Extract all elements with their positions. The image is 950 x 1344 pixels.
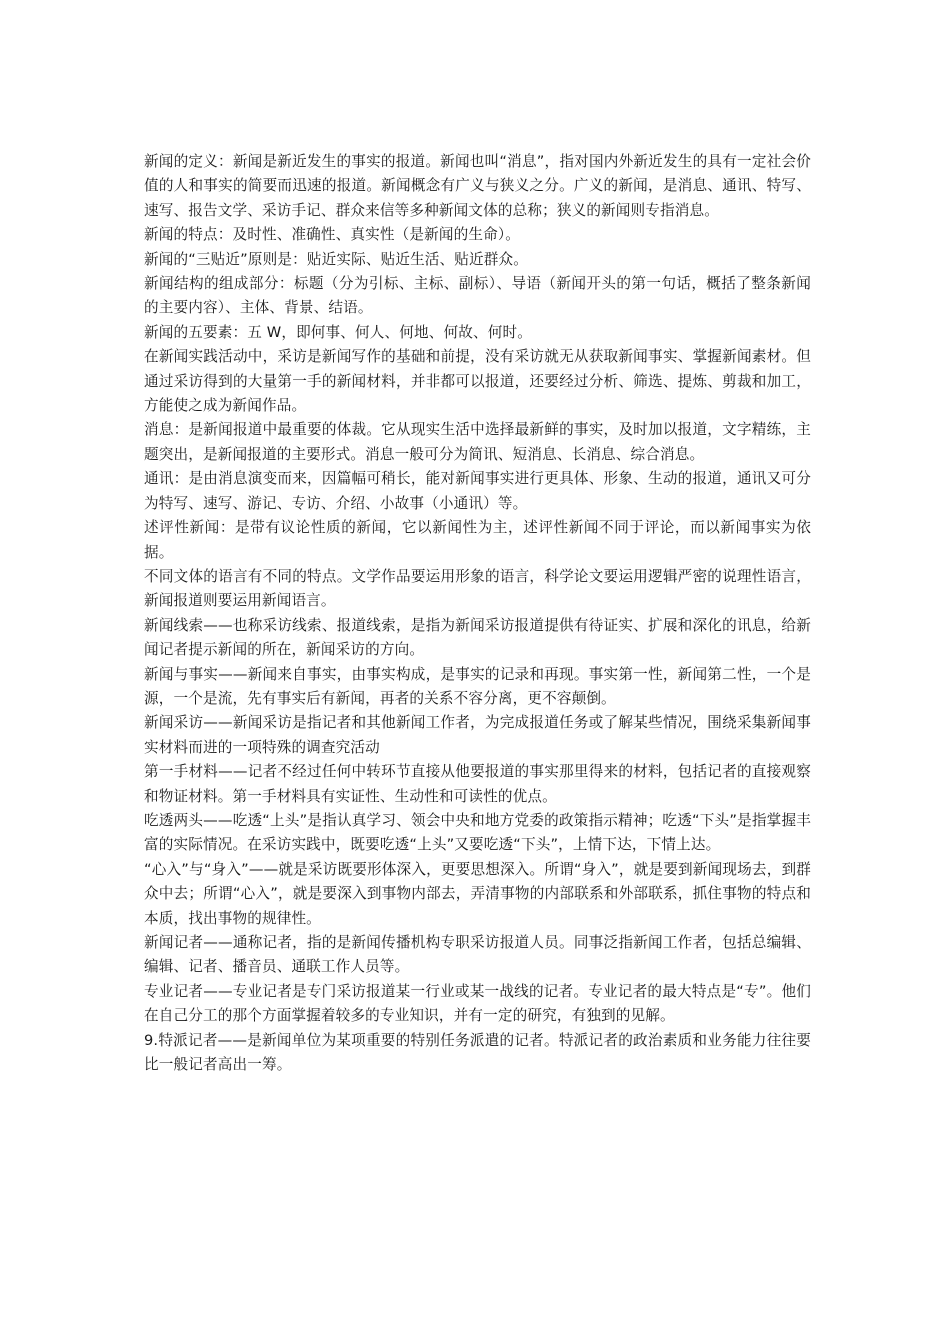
paragraph-news-reporter: 新闻记者——通称记者，指的是新闻传播机构专职采访报道人员。同事泛指新闻工作者，包括总编辑、编辑、记者、播音员、通联工作人员等。 xyxy=(144,934,811,976)
paragraph-language-styles: 不同文体的语言有不同的特点。文学作品要运用形象的语言，科学论文要运用逻辑严密的说理性语言，新闻报道则要运用新闻语言。 xyxy=(144,567,811,610)
paragraph-special-correspondent: 9.特派记者——是新闻单位为某项重要的特别任务派遣的记者。特派记者的政治素质和业务能力往往要比一般记者高出一筹。 xyxy=(144,1031,811,1074)
paragraph-news-report: 通讯：是由消息演变而来，因篇幅可稍长，能对新闻事实进行更具体、形象、生动的报道，通讯又可分为特写、速写、游记、专访、介绍、小故事（小通讯）等。 xyxy=(144,470,811,512)
paragraph-interview-basis: 在新闻实践活动中，采访是新闻写作的基础和前提，没有采访就无从获取新闻事实、掌握新闻素材。但通过采访得到的大量第一手的新闻材料，并非都可以报道，还要经过分析、筛选、提炼、剪裁和加工，方能使之成为新闻作品。 xyxy=(144,348,811,415)
paragraph-news-clues: 新闻线索——也称采访线索、报道线索，是指为新闻采访报道提供有待证实、扩展和深化的讯息，给新闻记者提示新闻的所在，新闻采访的方向。 xyxy=(144,616,811,659)
paragraph-five-w: 新闻的五要素：五 W，即何事、何人、何地、何故、何时。 xyxy=(144,323,532,341)
paragraph-specialized-reporter: 专业记者——专业记者是专门采访报道某一行业或某一战线的记者。专业记者的最大特点是“专”。他们在自己分工的那个方面掌握着较多的专业知识，并有一定的研究，有独到的见解。 xyxy=(144,982,811,1025)
paragraph-heart-and-body: “心入”与“身入”——就是采访既要形体深入，更要思想深入。所谓“身入”，就是要到新闻现场去，到群众中去；所谓“心入”，就是要深入到事物内部去，弄清事物的内部联系和外部联系，抓住事物的特点和本质，找出事物的规律性。 xyxy=(144,860,811,927)
paragraph-news-definition: 新闻的定义：新闻是新近发生的事实的报道。新闻也叫“消息”，指对国内外新近发生的具有一定社会价值的人和事实的简要而迅速的报道。新闻概念有广义与狭义之分。广义的新闻，是消息、通讯、特写、速写、报告文学、采访手记、群众来信等多种新闻文体的总称；狭义的新闻则专指消息。 xyxy=(144,153,811,219)
paragraph-three-closeness: 新闻的“三贴近”原则是：贴近实际、贴近生活、贴近群众。 xyxy=(144,250,529,268)
paragraph-commentary-news: 述评性新闻：是带有议论性质的新闻，它以新闻性为主，述评性新闻不同于评论，而以新闻事实为依据。 xyxy=(144,519,811,561)
paragraph-news-message: 消息：是新闻报道中最重要的体裁。它从现实生活中选择最新鲜的事实，及时加以报道，文字精练，主题突出，是新闻报道的主要形式。消息一般可分为简讯、短消息、长消息、综合消息。 xyxy=(144,421,811,463)
paragraph-news-and-facts: 新闻与事实——新闻来自事实，由事实构成，是事实的记录和再现。事实第一性，新闻第二性，一个是源，一个是流，先有事实后有新闻，再者的关系不容分离，更不容颠倒。 xyxy=(144,665,811,707)
paragraph-news-interview: 新闻采访——新闻采访是指记者和其他新闻工作者，为完成报道任务或了解某些情况，围绕采集新闻事实材料而进的一项特殊的调查究活动 xyxy=(144,714,811,756)
paragraph-news-structure: 新闻结构的组成部分：标题（分为引标、主标、副标）、导语（新闻开头的第一句话，概括了整条新闻的主要内容）、主体、背景、结语。 xyxy=(144,275,811,317)
paragraph-understand-both-ends: 吃透两头——吃透“上头”是指认真学习、领会中央和地方党委的政策指示精神；吃透“下头”是指掌握丰富的实际情况。在采访实践中，既要吃透“上头”又要吃透“下头”，上情下达，下情上达。 xyxy=(144,811,811,854)
document-body xyxy=(144,150,811,1077)
paragraph-first-hand-material: 第一手材料——记者不经过任何中转环节直接从他要报道的事实那里得来的材料，包括记者的直接观察和物证材料。第一手材料具有实证性、生动性和可读性的优点。 xyxy=(144,763,811,805)
paragraph-news-features: 新闻的特点：及时性、准确性、真实性（是新闻的生命）。 xyxy=(144,226,521,244)
